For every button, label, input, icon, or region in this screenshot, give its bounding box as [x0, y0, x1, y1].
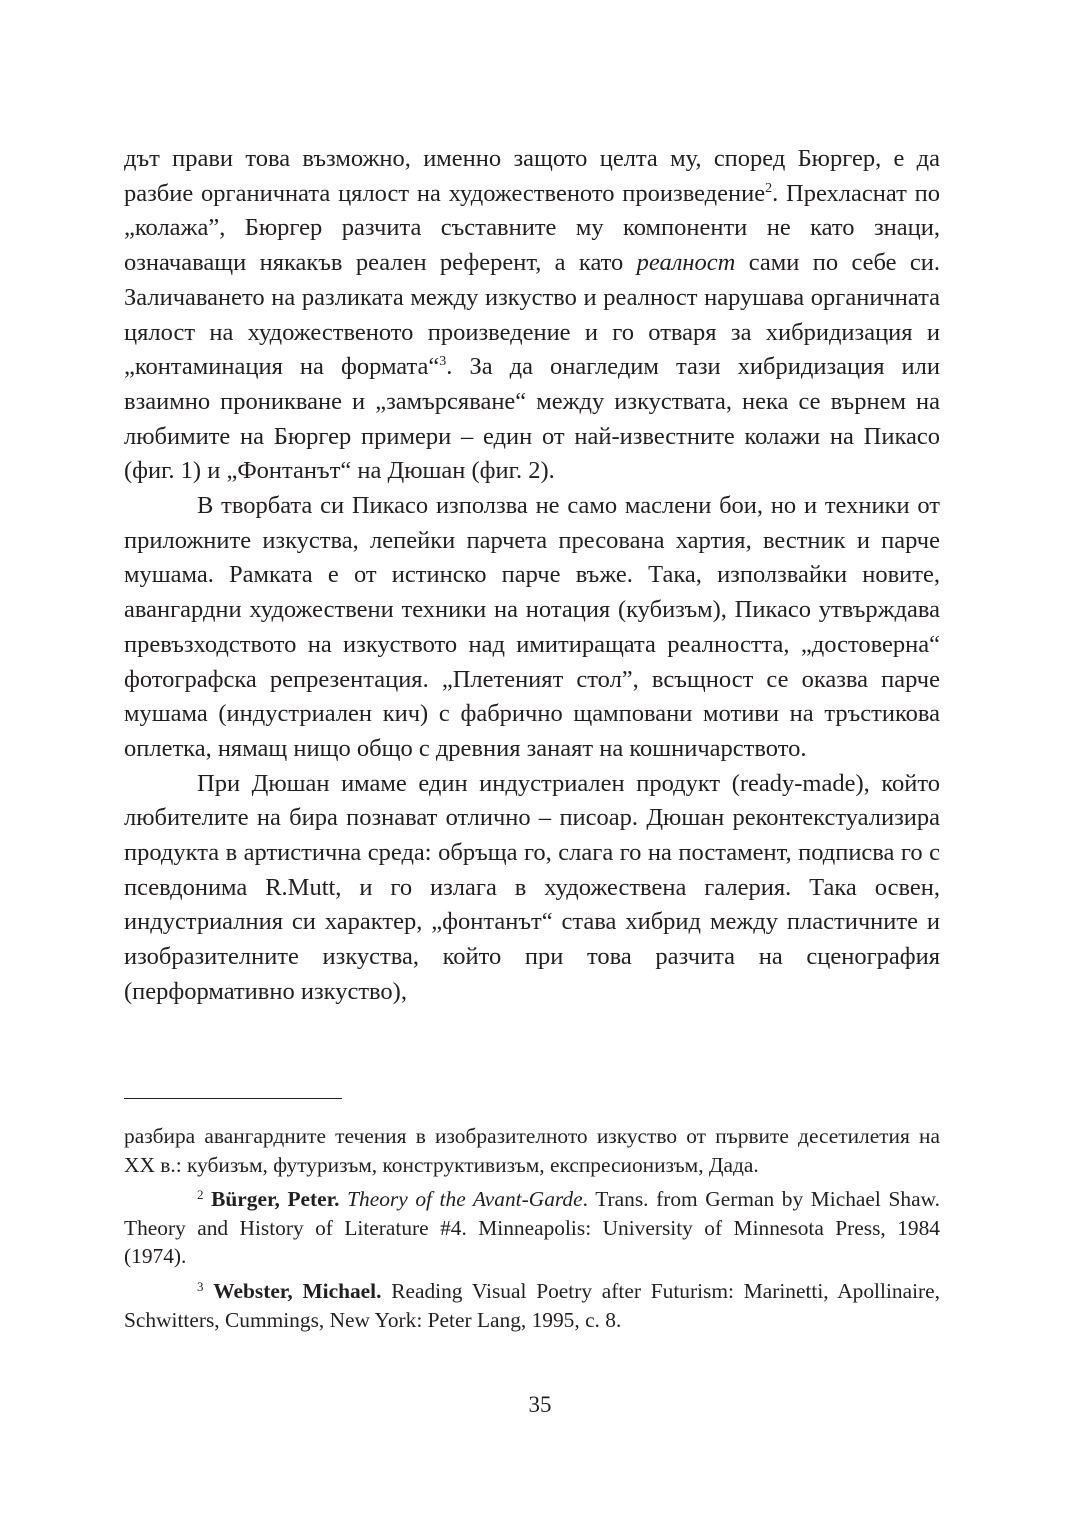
- paragraph-1-text-c: сами по себе си. Заличаването на разликата между изкуство и реалност нарушава органичната цялост на художественото произведение и го отваря за хибридизация и „контаминация на формата“: [124, 249, 940, 381]
- footnote-2-author: Bürger, Peter.: [211, 1187, 340, 1212]
- paragraph-1: [124, 142, 940, 489]
- emphasis-reality: реалност: [636, 249, 736, 277]
- footnote-continued: разбира авангардните течения в изобразителното изкуство от първите десетилетия на XX в.: кубизъм, футуризъм, конструктивизъм, експресионизъм, Дада.: [124, 1124, 940, 1177]
- footnote-2-rest: . Trans. from German by Michael Shaw. Theory and History of Literature #4. Minneapolis: University of Minnesota Press, 1984 (1974).: [124, 1187, 940, 1269]
- footnote-2-title: Theory of the Avant-Garde: [347, 1187, 583, 1212]
- footnote-ref-2: 2: [765, 180, 773, 196]
- paragraph-1-text-d: . За да онагледим тази хибридизация или взаимно проникване и „замърсяване“ между изкуствата, нека се върнем на любимите на Бюргер примери – един от най-известните колажи на Пикасо (фиг. 1) и „Фонтанът“ на Дюшан (фиг. 2).: [124, 353, 940, 485]
- footnote-3: [124, 1277, 940, 1334]
- footnote-2: [124, 1185, 940, 1271]
- footnote-3-author: Webster, Michael.: [213, 1278, 382, 1303]
- footnote-separator: [124, 1098, 342, 1099]
- paragraph-1-text-b: . Прехласнат по „колажа”, Бюргер разчита съставните му компоненти не като знаци, означаващи някакъв реален референт, а като: [124, 179, 940, 277]
- footnotes: [124, 1122, 940, 1340]
- paragraph-3: При Дюшан имаме един индустриален продукт (ready-made), който любителите на бира познават отлично – писоар. Дюшан реконтекстуализира продукта в артистична среда: обръща го, слага го на постамент, подписва го с псевдонима R.Mutt, и го излага в художествена галерия. Така освен, индустриалния си характер, „фонтанът“ става хибрид между пластичните и изобразителните изкуства, който при това разчита на сценография (перформативно изкуство),: [124, 769, 940, 1005]
- footnote-ref-3: 3: [439, 354, 447, 370]
- footnote-3-rest: Reading Visual Poetry after Futurism: Marinetti, Apollinaire, Schwitters, Cummings, New York: Peter Lang, 1995, с. 8.: [124, 1278, 940, 1332]
- paragraph-2: В творбата си Пикасо използва не само маслени бои, но и техники от приложните изкуства, лепейки парчета пресована хартия, вестник и парче мушама. Рамката е от истинско парче въже. Така, използвайки новите, авангардни художествени техники на нотация (кубизъм), Пикасо утвърждава превъзходството на изкуството над имитиращата реалността, „достоверна“ фотографска репрезентация. „Плетеният стол”, всъщност се оказва парче мушама (индустриален кич) с фабрично щамповани мотиви на тръстикова оплетка, нямащ нищо общо с древния занаят на кошничарството.: [124, 492, 940, 762]
- body-text: [124, 142, 940, 1010]
- page-number: 35: [528, 1392, 552, 1417]
- footnote-2-number: 2: [197, 1187, 204, 1203]
- footnote-3-number: 3: [197, 1278, 204, 1294]
- paragraph-1-text-a: дът прави това възможно, именно защото целта му, според Бюргер, е да разбие органичната цялост на художественото произведение: [124, 145, 940, 207]
